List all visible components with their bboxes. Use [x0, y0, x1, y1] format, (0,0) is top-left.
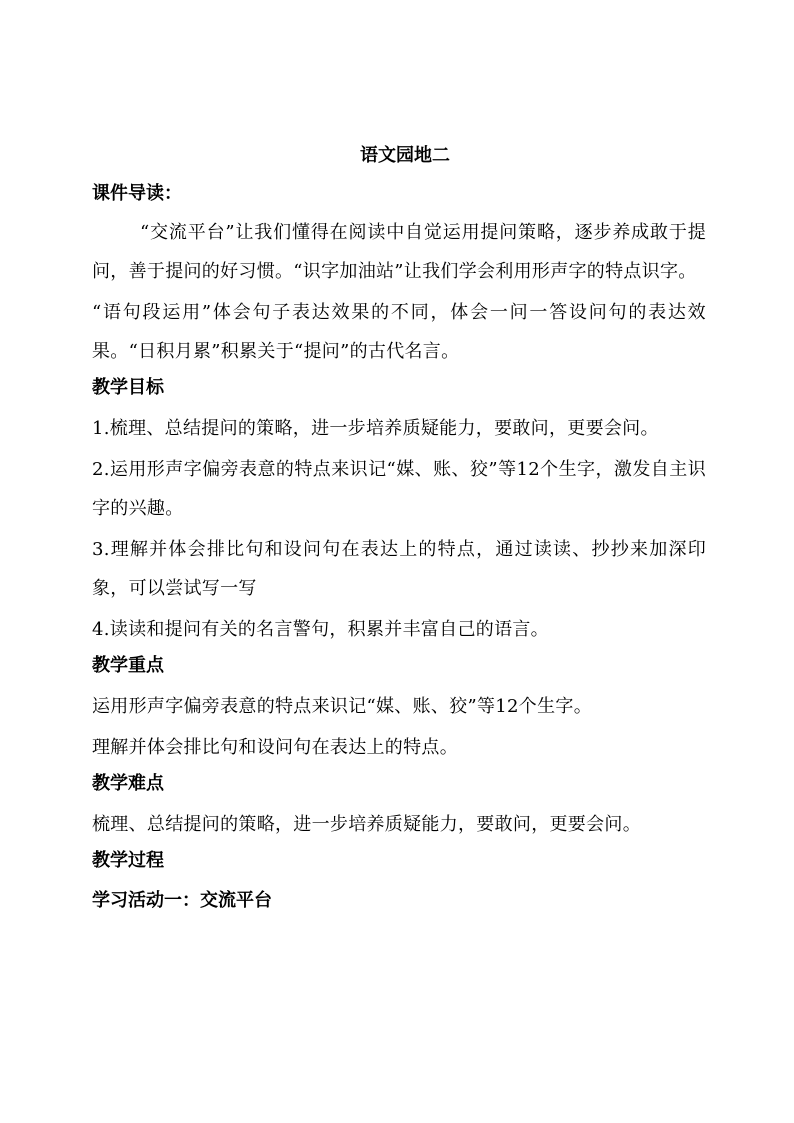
goal-item-3: 3.理解并体会排比句和设问句在表达上的特点，通过读读、抄抄来加深印象，可以尝试写一写 — [92, 539, 706, 599]
goals-heading: 教学目标 — [92, 377, 164, 398]
intro-paragraph-1: “交流平台”让我们懂得在阅读中自觉运用提问策略，逐步养成敢于提问，善于提问的好习惯。“识字加油站”让我们学会利用形声字的特点识字。 — [92, 222, 706, 282]
goal-item-1: 1.梳理、总结提问的策略，进一步培养质疑能力，要敢问，更要会问。 — [92, 418, 659, 439]
key-points-heading: 教学重点 — [92, 655, 164, 676]
difficulty-heading: 教学难点 — [92, 773, 164, 794]
process-heading: 教学过程 — [92, 850, 164, 871]
key-point-1: 运用形声字偏旁表意的特点来识记“媒、账、狡”等12个生字。 — [92, 696, 593, 717]
difficulty-point-1: 梳理、总结提问的策略，进一步培养质疑能力，要敢问，更要会问。 — [92, 814, 641, 835]
intro-paragraph-2: “语句段运用”体会句子表达效果的不同，体会一问一答设问句的表达效果。“日积月累”积累关于“提问”的古代名言。 — [92, 302, 706, 362]
document-title: 语文园地二 — [360, 145, 450, 166]
key-point-2: 理解并体会排比句和设问句在表达上的特点。 — [92, 737, 458, 758]
goal-item-2: 2.运用形声字偏旁表意的特点来识记“媒、账、狡”等12个生字，激发自主识字的兴趣。 — [92, 459, 706, 519]
goal-item-4: 4.读读和提问有关的名言警句，积累并丰富自己的语言。 — [92, 619, 549, 640]
document-body — [92, 143, 706, 928]
activity-1-heading: 学习活动一：交流平台 — [92, 890, 272, 911]
intro-heading: 课件导读： — [92, 183, 182, 204]
